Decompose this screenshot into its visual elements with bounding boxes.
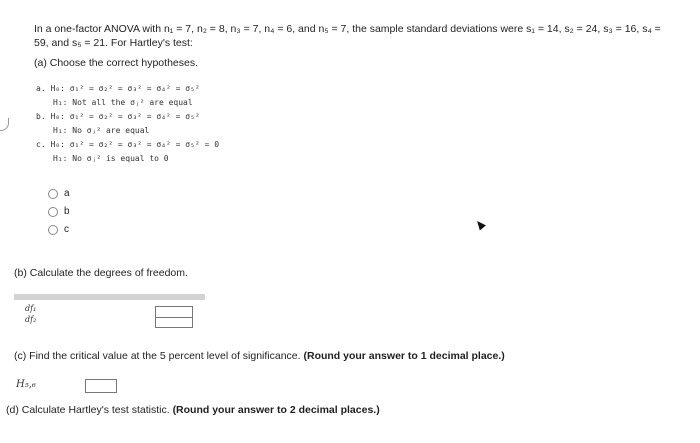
part-c-text: (c) Find the critical value at the 5 percent level of significance. (14, 350, 301, 362)
intro-line-1: In a one-factor ANOVA with n₁ = 7, n₂ = 8, n₃ = 7, n₄ = 6, and n₅ = 7, the sample standard deviations were s₁ = 14, s₂ = 24, s₃ = 16, s₄ = (34, 23, 661, 35)
option-b-label: b (64, 206, 70, 217)
df1-label: df₁ (25, 304, 37, 313)
option-c-label: c (64, 224, 69, 235)
option-a[interactable] (48, 188, 70, 199)
hypothesis-c-alt: H₁: No σⱼ² is equal to 0 (53, 154, 169, 163)
hypothesis-a-null: a. H₀: σ₁² = σ₂² = σ₃² = σ₄² = σ₅² (36, 84, 200, 93)
radio-a[interactable] (48, 189, 58, 199)
df-input-box[interactable] (155, 306, 193, 328)
part-b-prompt: (b) Calculate the degrees of freedom. (14, 267, 188, 279)
part-d-text: (d) Calculate Hartley's test statistic. (6, 404, 170, 416)
part-d-prompt (6, 404, 380, 416)
hypothesis-c-null: c. H₀: σ₁² = σ₂² = σ₃² = σ₄² = σ₅² = 0 (36, 140, 220, 149)
left-edge-bracket (0, 118, 9, 131)
option-b[interactable] (48, 206, 70, 217)
hypothesis-b-null: b. H₀: σ₁² = σ₂² = σ₃² = σ₄² = σ₅² (36, 112, 200, 121)
critical-value-input[interactable] (85, 379, 117, 393)
option-a-label: a (64, 188, 70, 199)
hypothesis-b-alt: H₁: No σⱼ² are equal (53, 126, 150, 135)
df-input-divider (156, 317, 192, 318)
hypotheses-block (36, 84, 296, 182)
hypothesis-a-alt: H₁: Not all the σⱼ² are equal (53, 98, 193, 107)
part-d-rounding: (Round your answer to 2 decimal places.) (172, 404, 380, 416)
part-c-rounding: (Round your answer to 1 decimal place.) (303, 350, 505, 362)
intro-line-2: 59, and s₅ = 21. For Hartley's test: (34, 37, 193, 49)
radio-c[interactable] (48, 225, 58, 235)
radio-b[interactable] (48, 207, 58, 217)
df-labels (25, 303, 36, 325)
df2-label: df₂ (25, 315, 37, 324)
part-a-prompt: (a) Choose the correct hypotheses. (34, 57, 199, 69)
critical-value-label: H₅,₆ (16, 379, 36, 390)
mouse-cursor-icon (474, 218, 486, 230)
df-table (14, 294, 205, 341)
option-c[interactable] (48, 224, 69, 235)
part-c-prompt (14, 350, 505, 362)
question-intro (34, 22, 684, 50)
